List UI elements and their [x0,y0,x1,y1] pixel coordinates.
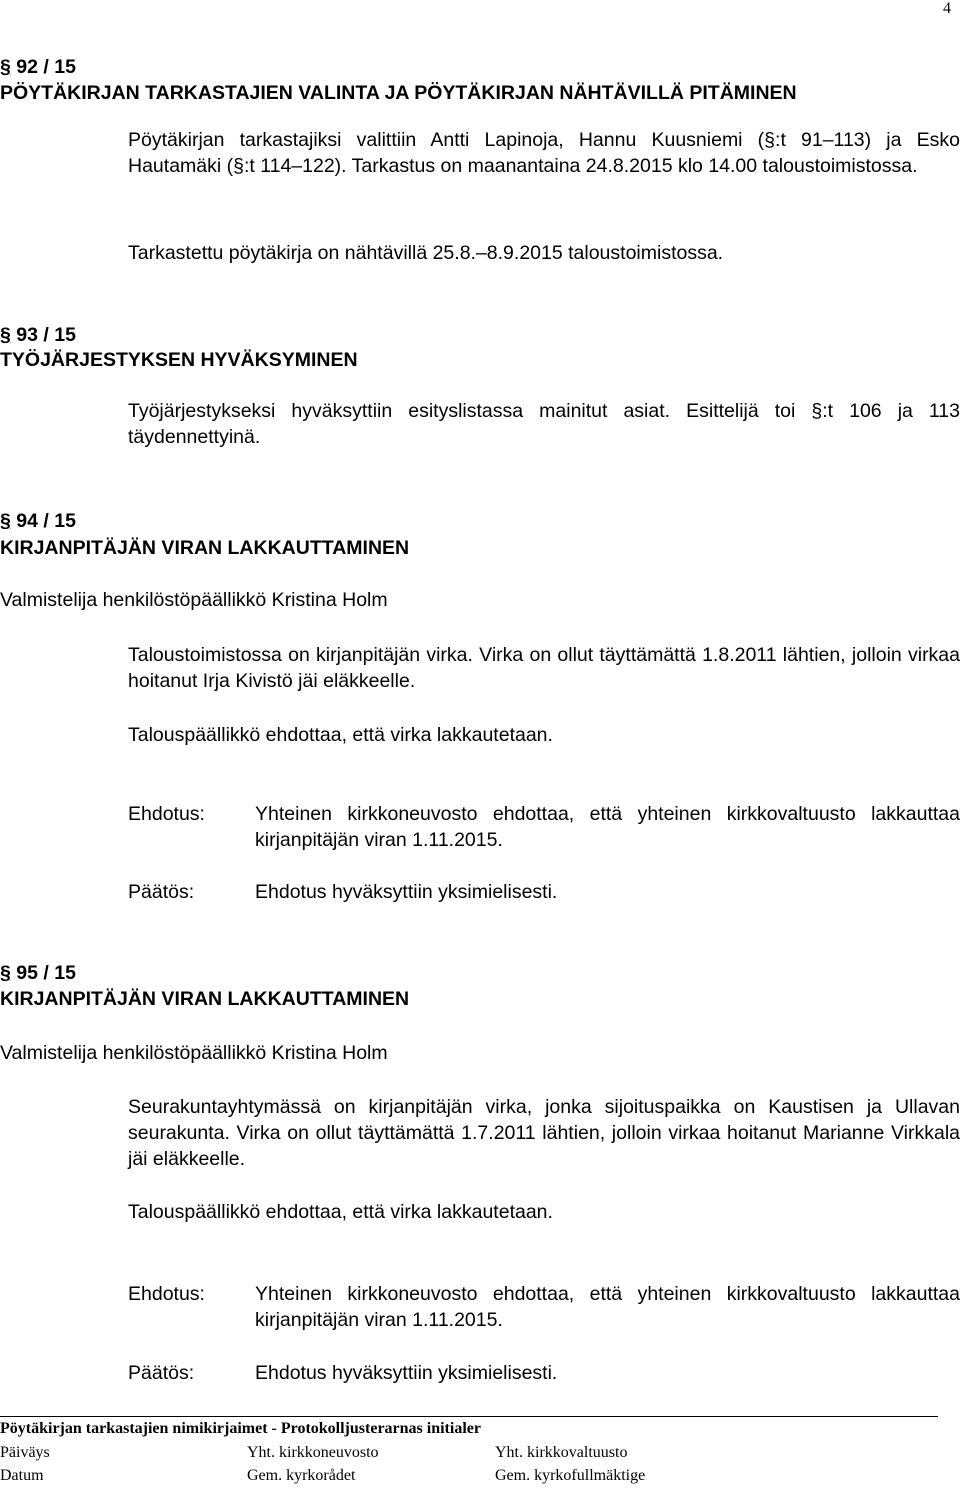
decision-label: Päätös: [128,1362,195,1384]
section-sign: § [0,324,11,346]
page-number: 4 [943,0,951,17]
section-number: 95 / 15 [16,962,76,984]
section-number: 92 / 15 [16,56,76,78]
proposal-text: Yhteinen kirkkoneuvosto ehdottaa, että yhteinen kirkkovaltuusto lakkauttaa kirjanpitäjän viran 1.11.2015. [255,1283,960,1331]
section-sign: § [0,510,11,532]
footer-assembly-label-sv: Gem. kyrkofullmäktige [495,1467,646,1484]
section-number: 93 / 15 [16,324,76,346]
preparer-line: Valmistelija henkilöstöpäällikkö Kristina Holm [0,589,388,611]
section-title: PÖYTÄKIRJAN TARKASTAJIEN VALINTA JA PÖYTÄKIRJAN NÄHTÄVILLÄ PITÄMINEN [0,82,797,104]
section-number: 94 / 15 [16,510,76,532]
section-heading-line [0,54,76,80]
footer-assembly-label: Yht. kirkkovaltuusto [495,1444,628,1461]
section-title: KIRJANPITÄJÄN VIRAN LAKKAUTTAMINEN [0,988,410,1010]
proposal-label: Ehdotus: [128,803,205,825]
decision-text: Ehdotus hyväksyttiin yksimielisesti. [255,1362,558,1384]
footer-date-label-sv: Datum [0,1467,44,1484]
decision-label: Päätös: [128,881,195,903]
paragraph: Taloustoimistossa on kirjanpitäjän virka. Virka on ollut täyttämättä 1.8.2011 lähtien, jolloin virkaa hoitanut Irja Kivistö jäi eläkkeelle. [128,644,960,692]
section-heading-line [0,508,76,534]
paragraph: Tarkastettu pöytäkirja on nähtävillä 25.8.–8.9.2015 taloustoimistossa. [128,242,724,264]
paragraph: Pöytäkirjan tarkastajiksi valittiin Antti Lapinoja, Hannu Kuusniemi (§:t 91–113) ja Esko Hautamäki (§:t 114–122). Tarkastus on maanantaina 24.8.2015 klo 14.00 taloustoimistossa. [128,129,960,177]
paragraph: Työjärjestykseksi hyväksyttiin esityslistassa mainitut asiat. Esittelijä toi §:t 106 ja 113 täydennettyinä. [128,400,960,448]
paragraph: Talouspäällikkö ehdottaa, että virka lakkautetaan. [128,724,553,746]
proposal-text: Yhteinen kirkkoneuvosto ehdottaa, että yhteinen kirkkovaltuusto lakkauttaa kirjanpitäjän viran 1.11.2015. [255,803,960,851]
footer-rule [0,1416,938,1417]
section-heading-line [0,322,76,348]
footer-date-label: Päiväys [0,1444,50,1461]
section-heading-line [0,960,76,986]
section-title: KIRJANPITÄJÄN VIRAN LAKKAUTTAMINEN [0,537,410,559]
preparer-line: Valmistelija henkilöstöpäällikkö Kristina Holm [0,1042,388,1064]
section-sign: § [0,962,11,984]
section-sign: § [0,56,11,78]
paragraph: Talouspäällikkö ehdottaa, että virka lakkautetaan. [128,1201,553,1223]
section-title: TYÖJÄRJESTYKSEN HYVÄKSYMINEN [0,349,358,371]
paragraph: Seurakuntayhtymässä on kirjanpitäjän virka, jonka sijoituspaikka on Kaustisen ja Ullavan seurakunta. Virka on ollut täyttämättä 1.7.2011 lähtien, jolloin virkaa hoitanut Marianne Virkkala jäi eläkkeelle. [128,1096,960,1170]
footer-heading: Pöytäkirjan tarkastajien nimikirjaimet - Protokolljusterarnas initialer [0,1420,481,1437]
decision-text: Ehdotus hyväksyttiin yksimielisesti. [255,881,558,903]
footer-council-label: Yht. kirkkoneuvosto [247,1444,379,1461]
footer-council-label-sv: Gem. kyrkorådet [247,1467,356,1484]
proposal-label: Ehdotus: [128,1283,205,1305]
